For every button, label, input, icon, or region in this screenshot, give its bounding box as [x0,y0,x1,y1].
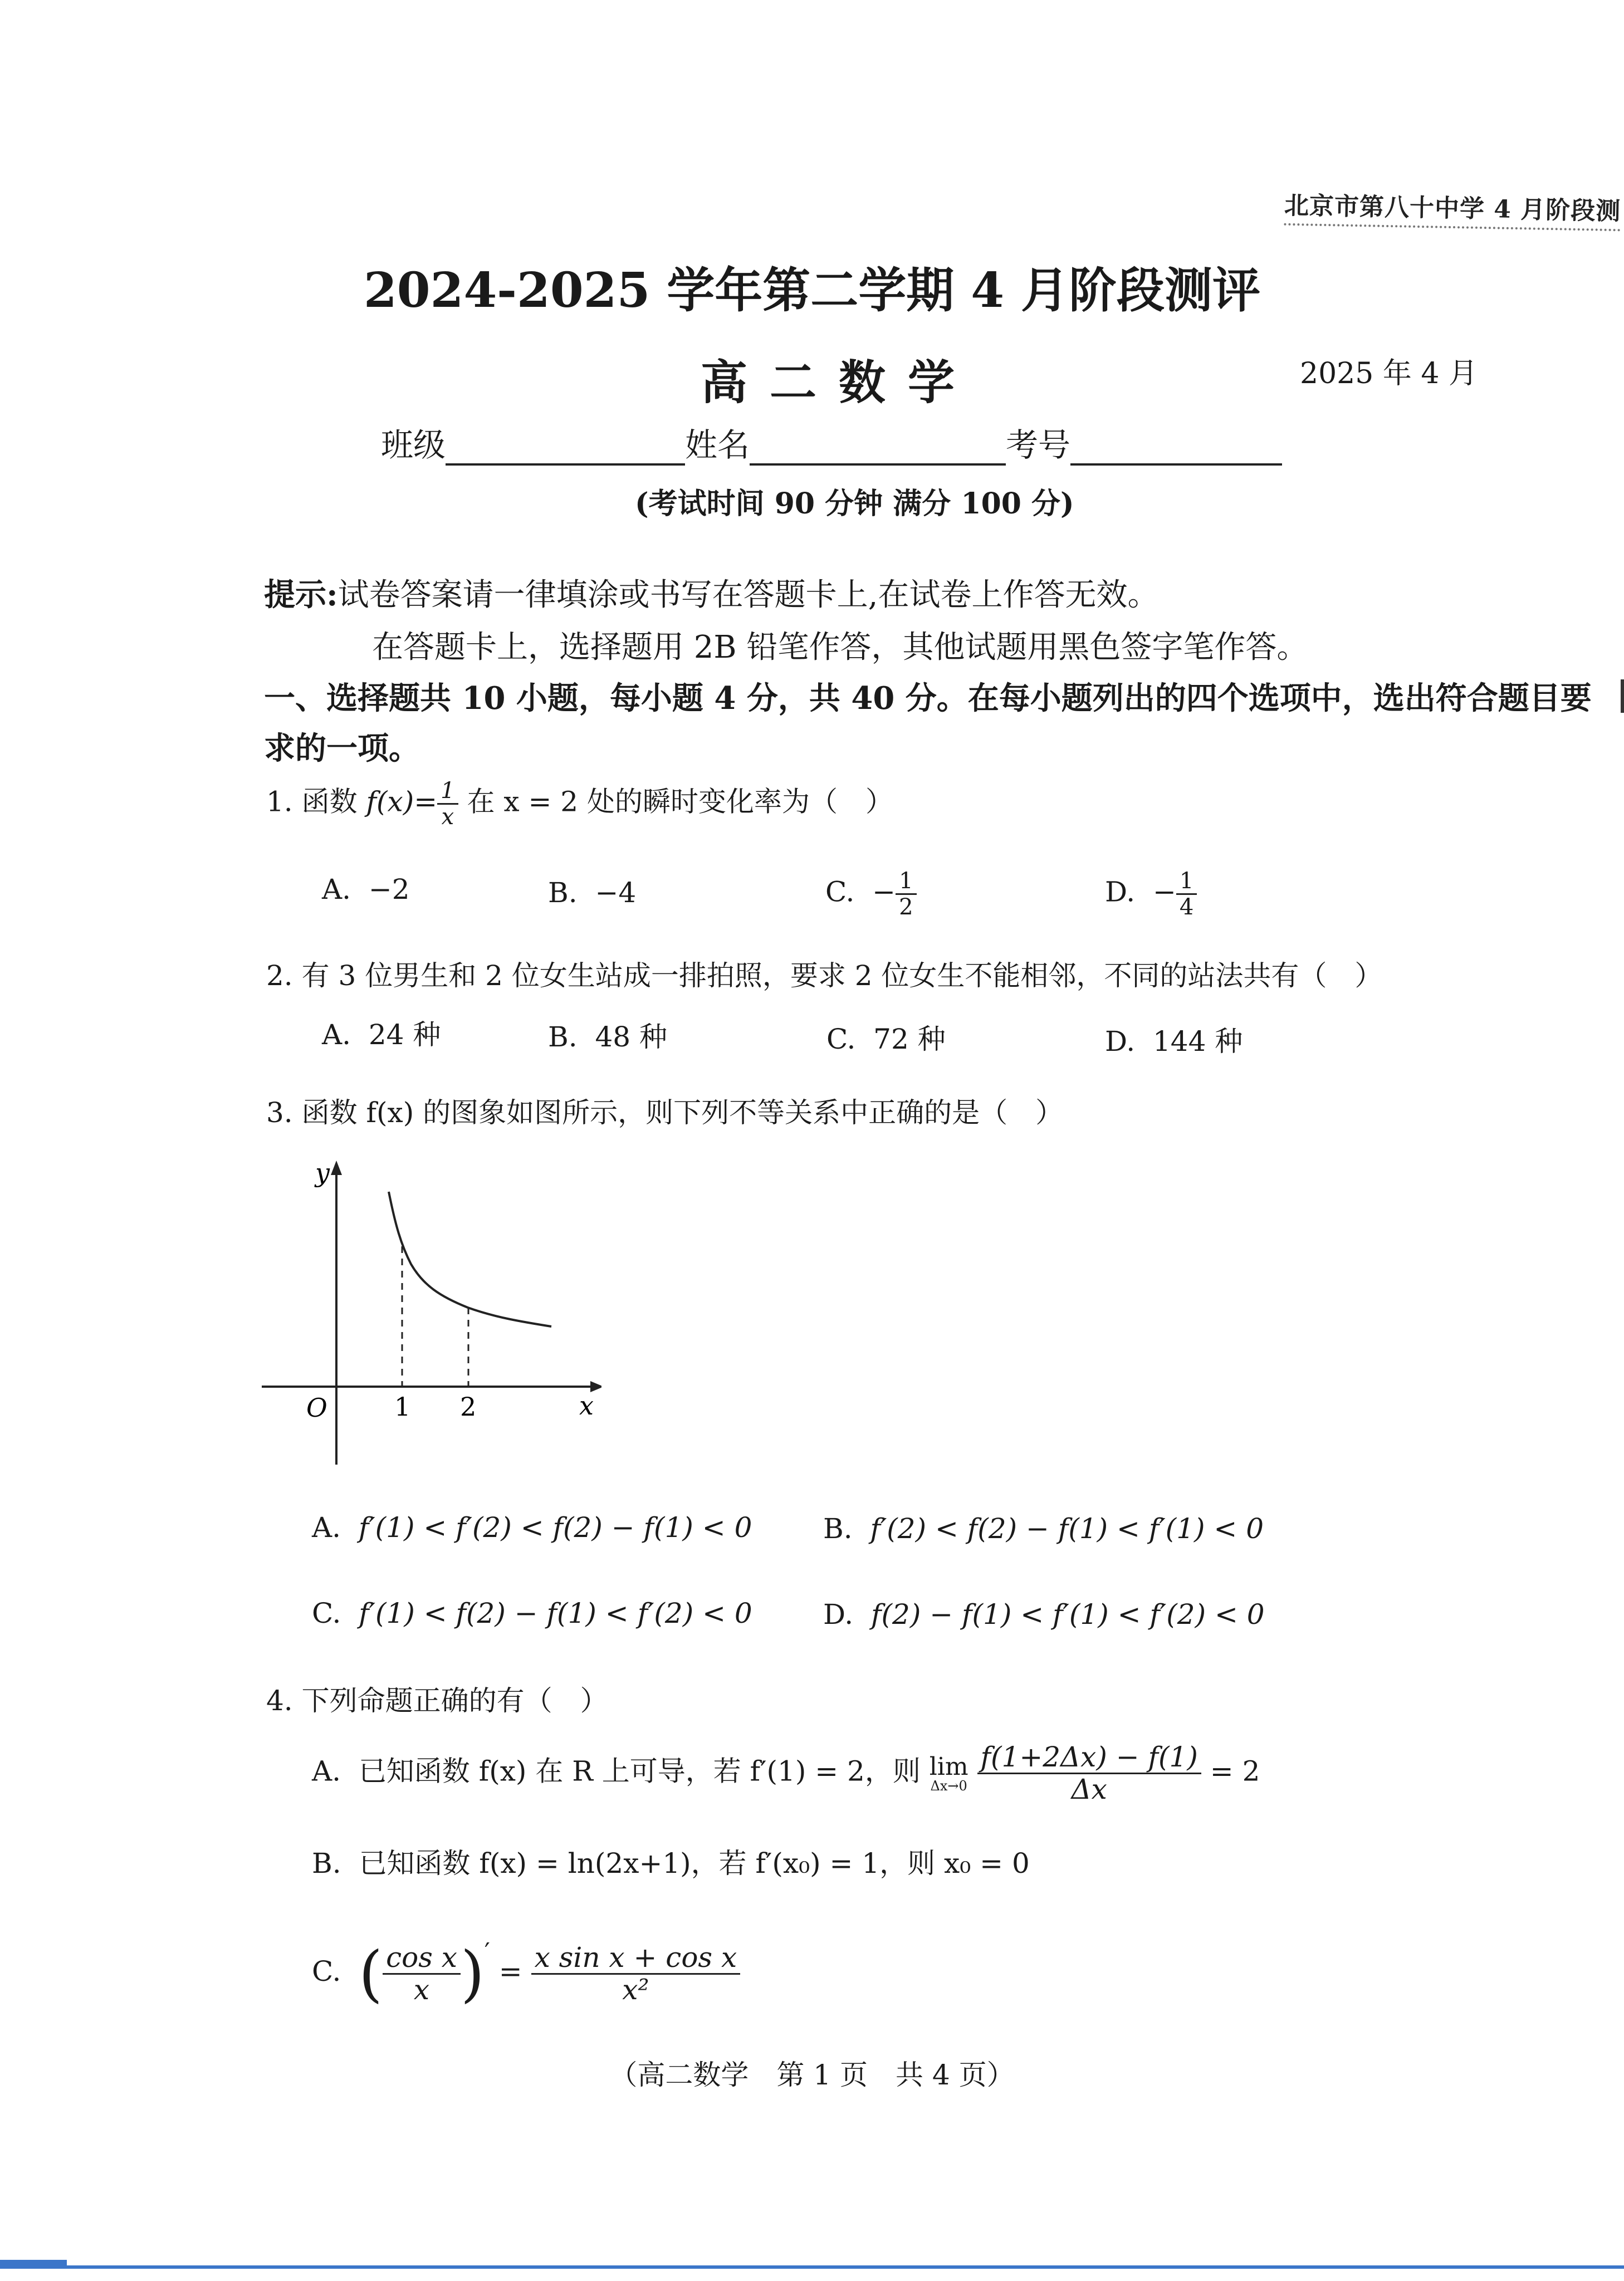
option-label: D. [823,1598,854,1631]
option-text: − [1153,875,1176,908]
q1-option-d[interactable] [1105,869,1197,919]
q3-number: 3. [266,1097,293,1129]
q2-number: 2. [266,960,293,992]
y-axis-arrow-icon [331,1161,342,1175]
scan-bottom-edge-left [0,2260,67,2269]
q1-d-fraction [1176,869,1197,919]
q3-option-a[interactable] [312,1511,752,1544]
q2-option-a[interactable] [322,1012,441,1053]
option-text: 48 种 [595,1021,667,1053]
q3-text: 函数 f(x) 的图象如图所示，则下列不等关系中正确的是（ ） [301,1097,1064,1129]
option-label: D. [1105,1025,1136,1058]
q4c-equals: = [498,1955,522,1988]
option-label: B. [823,1512,853,1545]
option-label: B. [548,1021,578,1053]
option-text: f′(1) < f(2) − f(1) < f′(2) < 0 [359,1597,752,1629]
q1-number: 1. [266,785,293,818]
notice-line-2: 在答题卡上，选择题用 2B 铅笔作答，其他试题用黑色签字笔作答。 [372,629,1308,665]
option-text: −2 [368,873,410,905]
q4-option-c[interactable] [312,1938,740,2009]
section-heading-line-2: 求的一项。 [264,730,420,767]
question-4 [266,1678,608,1719]
exam-subject: 高二数学 [701,355,977,410]
origin-label: O [306,1393,327,1423]
q3-option-c[interactable] [312,1597,752,1629]
option-text: − [872,875,896,908]
option-text: 72 种 [873,1023,946,1055]
student-info-line [381,419,1282,466]
frac-den: 4 [1179,894,1194,920]
option-label: A. [312,1511,341,1544]
notice-label: 提示: [264,576,338,613]
page-footer: （高二数学 第 1 页 共 4 页） [609,2059,1015,2091]
q1-c-fraction [896,869,916,919]
option-text: 144 种 [1153,1025,1243,1058]
tick-label-2: 2 [460,1392,477,1422]
q4-text: 下列命题正确的有（ ） [301,1685,608,1717]
q1-frac-den: x [441,804,454,830]
school-header-stamp: 北京市第八十中学 4 月阶段测 [1284,185,1621,232]
prime-mark: ′ [484,1938,490,1966]
right-paren: ) [460,1938,485,2009]
exam-title: 2024-2025 学年第二学期 4 月阶段测评 [363,262,1261,319]
option-label: C. [312,1597,341,1629]
option-label: C. [826,1023,856,1055]
frac-num: cos x [383,1942,461,1975]
q2-option-b[interactable] [548,1015,667,1055]
q2-text: 有 3 位男生和 2 位女生站成一排拍照，要求 2 位女生不能相邻，不同的站法共有（ ） [301,960,1383,992]
id-label: 考号 [1006,426,1071,464]
x-axis-label: x [579,1391,594,1421]
option-label: B. [312,1847,341,1879]
frac-num: 1 [1176,869,1197,895]
q2-option-d[interactable] [1105,1019,1243,1059]
question-2 [266,953,1382,993]
option-label: C. [825,875,855,908]
option-text: 已知函数 f(x) 在 R 上可导，若 f′(1) = 2，则 [358,1755,921,1788]
tick-label-1: 1 [394,1392,411,1422]
scan-bottom-edge [0,2265,1624,2269]
q4c-inner-fraction [383,1942,461,2005]
id-field[interactable] [1070,438,1282,466]
q4a-equals: = 2 [1210,1755,1260,1788]
frac-den: x² [622,1973,649,2006]
option-text: 已知函数 f(x) = ln(2x+1)，若 f′(x₀) = 1，则 x₀ = 0 [359,1847,1030,1879]
q3-option-d[interactable] [823,1598,1265,1631]
option-label: D. [1105,875,1136,908]
q4c-result-fraction [531,1942,741,2005]
frac-num: 1 [896,869,916,895]
lim-subscript: Δx→0 [930,1778,967,1794]
option-label: B. [548,877,578,909]
q3-function-graph [256,1153,601,1476]
question-3 [266,1090,1063,1130]
y-axis-label: y [315,1158,330,1188]
name-field[interactable] [750,438,1006,466]
option-text: 24 种 [368,1019,441,1051]
q1-option-b[interactable] [548,877,636,909]
q3-option-b[interactable] [823,1512,1264,1545]
q1-func: f(x)= [366,785,438,818]
option-text: −4 [595,877,637,909]
q1-post: 在 x = 2 处的瞬时变化率为（ ） [467,785,893,818]
name-label: 姓名 [685,426,750,464]
q4-option-b[interactable] [312,1841,1030,1881]
q2-option-c[interactable] [826,1017,946,1057]
frac-num: f(1+2Δx) − f(1) [977,1742,1201,1774]
frac-den: Δx [1071,1773,1107,1805]
left-paren: ( [359,1938,383,2009]
option-label: C. [312,1955,341,1988]
q1-pre: 函数 [301,785,358,818]
q1-frac-num: 1 [437,779,458,805]
option-text: f(2) − f(1) < f′(1) < f′(2) < 0 [871,1598,1265,1631]
q4a-fraction [977,1742,1201,1805]
frac-den: x [413,1973,430,2006]
option-label: A. [322,1019,351,1051]
exam-date: 2025 年 4 月 [1300,357,1478,390]
class-field[interactable] [446,438,685,466]
frac-den: 2 [899,894,913,920]
function-curve [389,1192,551,1326]
option-text: f′(1) < f′(2) < f(2) − f(1) < 0 [358,1511,752,1544]
question-1 [266,779,893,829]
q4-number: 4. [266,1685,293,1717]
limit-operator [929,1752,968,1794]
lim-text: lim [929,1752,968,1781]
option-text: f′(2) < f(2) − f(1) < f′(1) < 0 [870,1512,1264,1545]
notice-text-1: 试卷答案请一律填涂或书写在答题卡上,在试卷上作答无效。 [337,577,1159,613]
scan-edge-mark [1621,679,1624,713]
exam-time-note: (考试时间 90 分钟 满分 100 分) [635,487,1074,521]
frac-num: x sin x + cos x [531,1942,741,1975]
option-label: A. [322,873,351,905]
option-label: A. [312,1755,341,1788]
notice-line-1 [264,570,1158,615]
class-label: 班级 [381,426,446,464]
q1-option-a[interactable] [322,873,410,905]
q1-fraction [437,779,458,829]
section-heading-line-1: 一、选择题共 10 小题，每小题 4 分，共 40 分。在每小题列出的四个选项中，选出符合题目要 [264,680,1592,717]
q1-option-c[interactable] [825,869,917,919]
q4-option-a[interactable] [312,1742,1260,1805]
